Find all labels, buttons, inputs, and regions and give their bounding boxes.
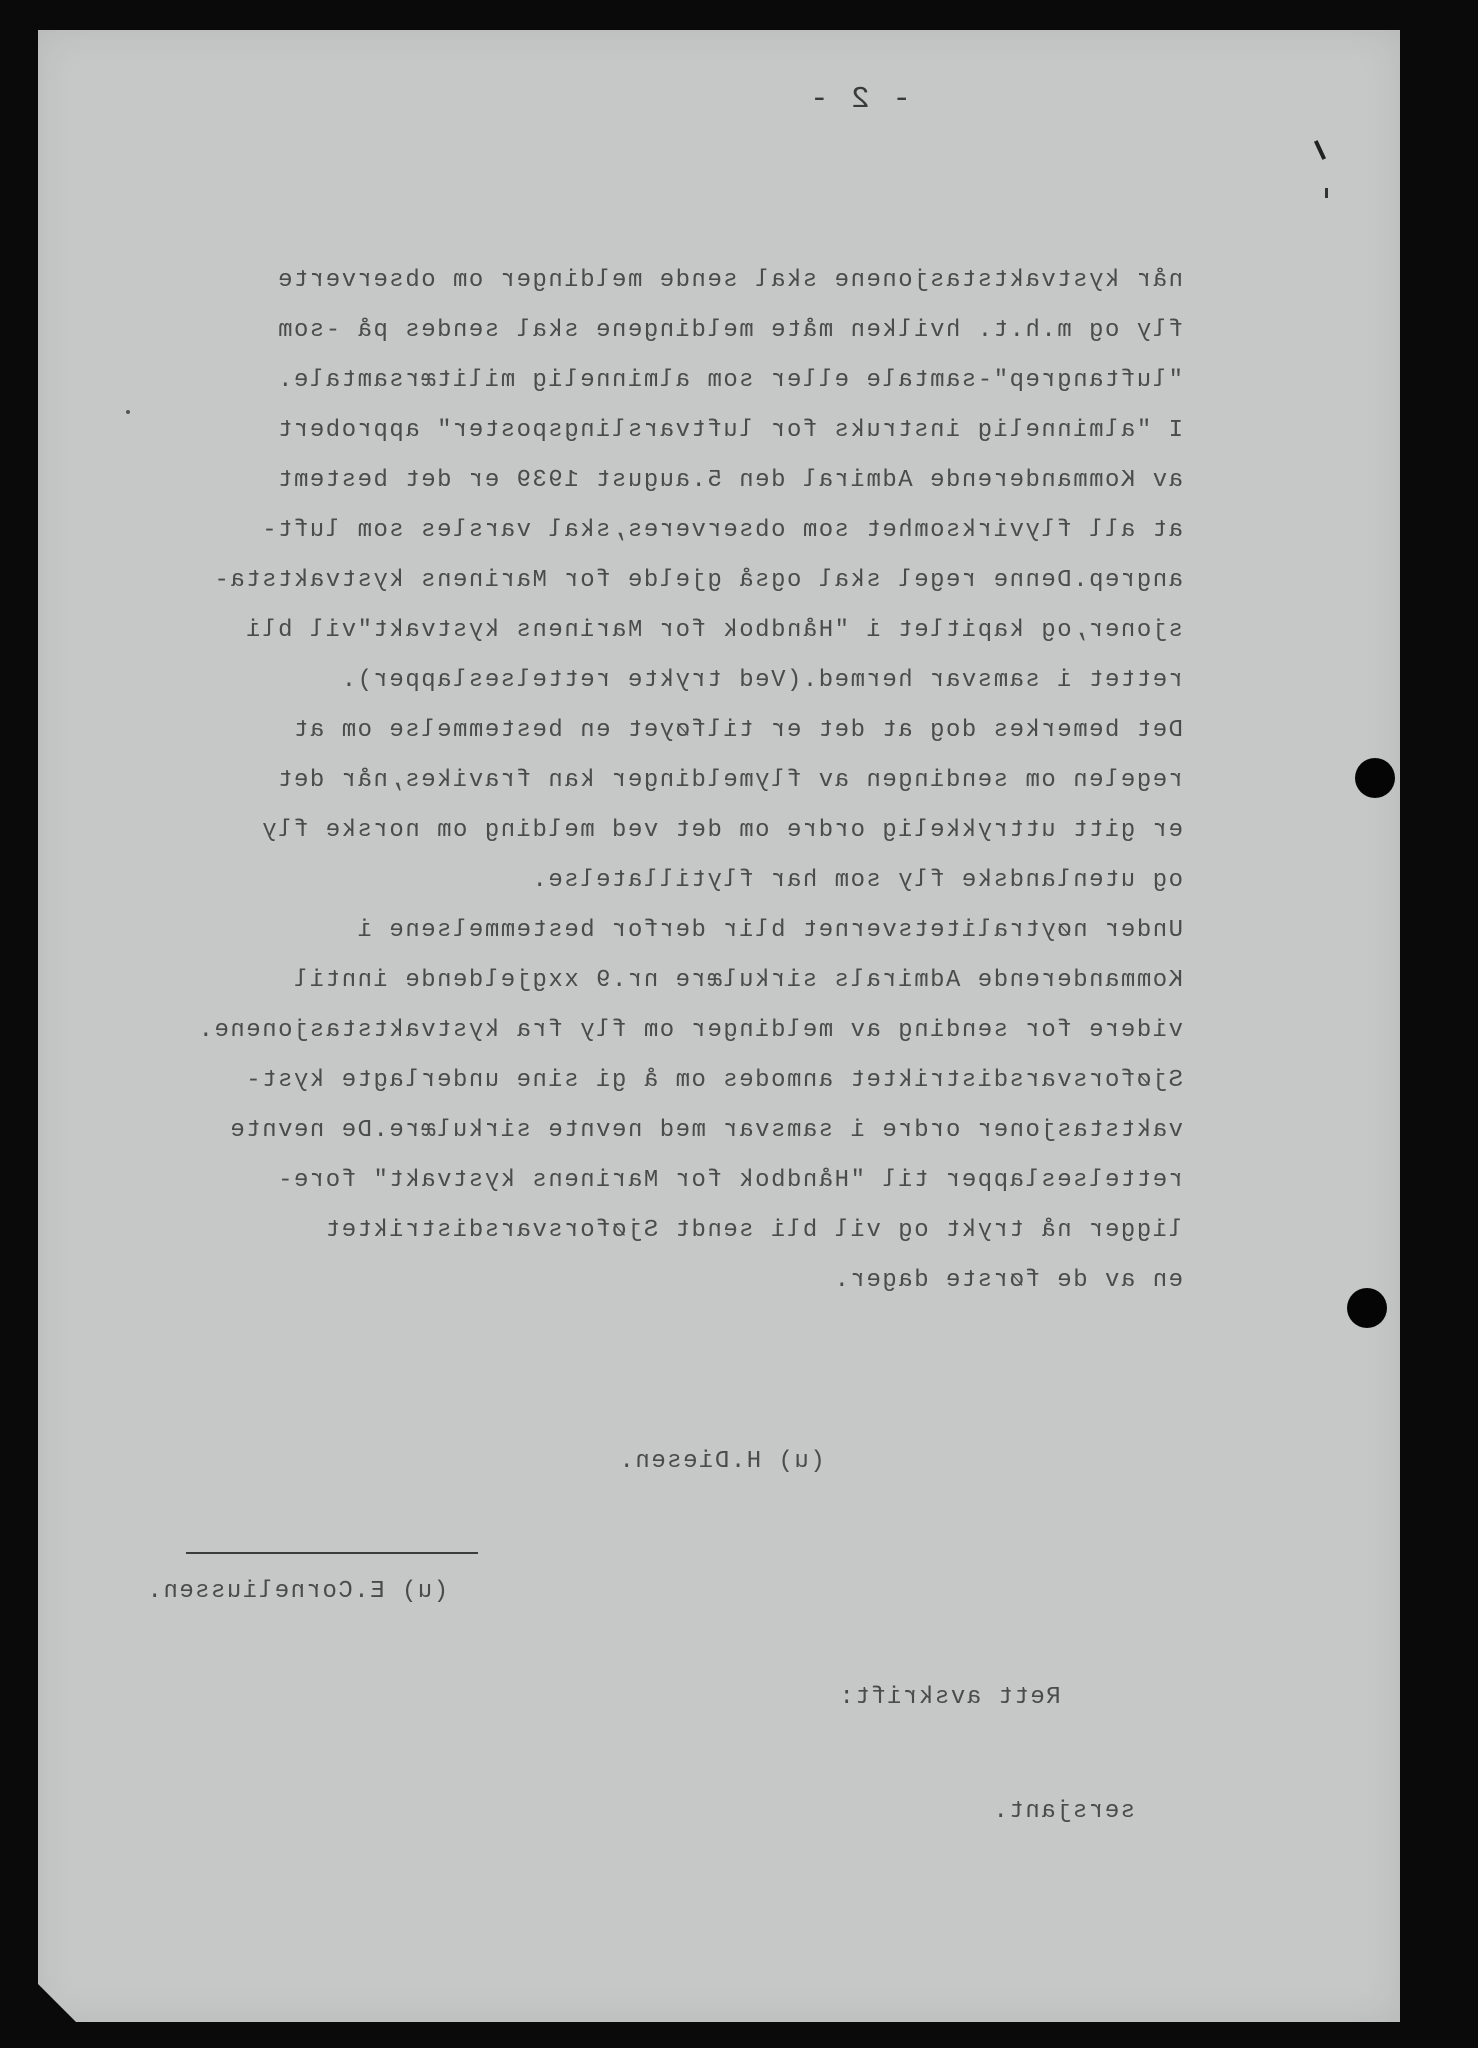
body-line: Under nøytralitetsvernet blir derfor bestemmelsene i (356, 917, 1183, 944)
page-number (808, 82, 911, 117)
signature-diesen: (u) H.Diesen. (618, 1448, 825, 1475)
body-line: Sjøforsvarsdistriktet anmodes om å gi sine underlagte kyst- (244, 1067, 1183, 1094)
signature-rule (186, 1552, 478, 1554)
margin-mark (1314, 140, 1326, 160)
body-line: regelen om sendingen av flymeldinger kan fravikes,når det (276, 767, 1183, 794)
rank-label: sersjant. (992, 1798, 1136, 1825)
body-line: vaktstasjoner ordre i samsvar med nevnte sirkulære.De nevnte (228, 1117, 1183, 1144)
document-sheet (38, 30, 1400, 2022)
page-number-text: - 2 - (808, 82, 912, 117)
body-line: I "alminnelig instruks for luftvarslingsposter" approbert (276, 417, 1183, 444)
body-line: ligger nå trykt og vil bli sendt Sjøforsvarsdistriktet (324, 1217, 1183, 1244)
document-body (108, 256, 1183, 1306)
body-line: videre for sending av meldinger om fly fra kystvaktstasjonene. (197, 1017, 1183, 1044)
body-line: "luftangrep"-samtale eller som alminnelig militærsamtale. (276, 367, 1183, 394)
body-line: rettet i samsvar hermed.(Ved trykte rettelseslapper). (340, 667, 1183, 694)
body-line: av Kommanderende Admiral den 5.august 1939 er det bestemt (276, 467, 1183, 494)
body-line: og utenlandske fly som har flytillatelse. (531, 867, 1183, 894)
punch-hole (1347, 1288, 1387, 1328)
signature-corneliussen: (u) E.Corneliussen. (146, 1578, 449, 1605)
body-line: en av de første dager. (833, 1267, 1183, 1294)
margin-mark-small (1325, 188, 1328, 198)
certified-copy-label: Rett avskrift: (838, 1684, 1061, 1711)
body-line: angrep.Denne regel skal også gjelde for Marinens kystvaktsta- (212, 567, 1183, 594)
body-line: Kommanderende Admirals sirkulære nr.9 xxgjeldende inntil (292, 967, 1183, 994)
body-line: når kystvaktstasjonene skal sende meldinger om observerte (276, 267, 1183, 294)
body-line: fly og m.h.t. hvilken måte meldingene skal sendes på -som (276, 317, 1183, 344)
body-line: sjoner,og kapitlet i "Håndbok for Marinens kystvakt"vil bli (244, 617, 1183, 644)
folded-corner (38, 1984, 76, 2022)
body-line: Det bemerkes dog at det er tilføyet en bestemmelse om at (292, 717, 1183, 744)
body-line: er gitt uttrykkelig ordre om det ved melding om norske fly (260, 817, 1183, 844)
body-line: rettelseslapper til "Håndbok for Marinens kystvakt" fore- (276, 1167, 1183, 1194)
body-line: at all flyvirksomhet som observeres,skal varsles som luft- (260, 517, 1183, 544)
punch-hole (1355, 758, 1395, 798)
